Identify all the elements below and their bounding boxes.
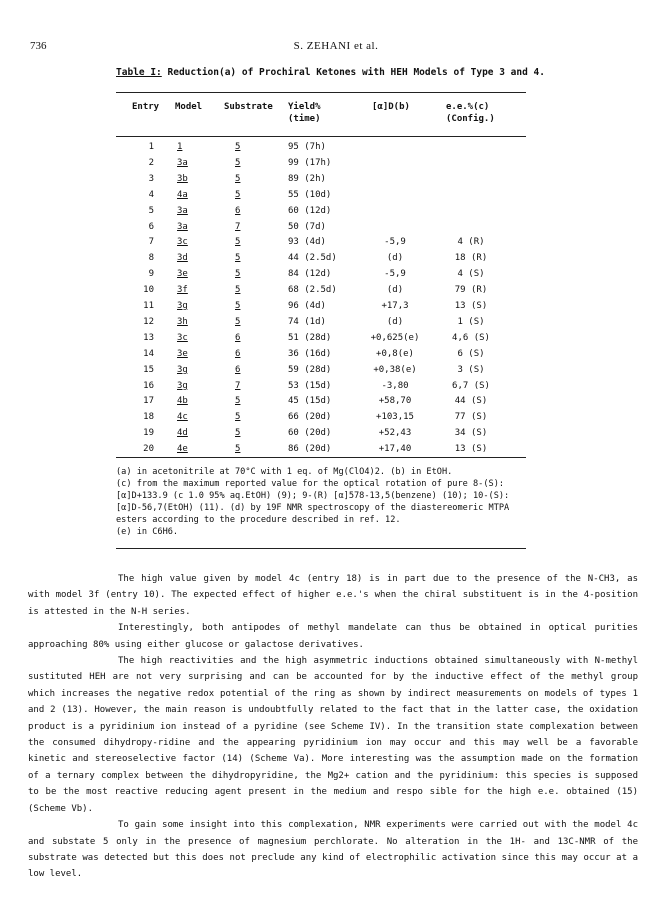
footnote-line: [α]D+133.9 (c 1.0 95% aq.EtOH) (9); 9-(R) [α]578-13,5(benzene) (10); 10-(S): [116, 491, 510, 501]
table-cell-entry: 9 [148, 269, 154, 280]
table-row [116, 317, 526, 333]
table-cell-yield: 44 (2.5d) [288, 253, 337, 264]
col-header-entry: Entry [132, 102, 160, 112]
table-row [116, 285, 526, 301]
table-caption [116, 67, 545, 78]
table-cell-model: 3a [177, 157, 188, 168]
table-top-rule [116, 92, 526, 93]
table-cell-substrate: 5 [235, 444, 241, 455]
table-cell-ee: 4 (S) [457, 269, 485, 280]
table-cell-entry: 2 [148, 157, 154, 168]
paragraph: Interestingly, both antipodes of methyl mandelate can thus be obtained in optical purities approaching 80% using either glucose or galactose derivatives. [28, 623, 638, 650]
table-cell-entry: 19 [143, 428, 154, 439]
table-cell-alpha: -3,80 [381, 380, 409, 391]
table-cell-substrate: 5 [235, 269, 241, 280]
table-cell-substrate: 5 [235, 396, 241, 407]
table-cell-model: 4c [177, 412, 188, 423]
table-cell-entry: 12 [143, 316, 154, 327]
table-cell-model: 3e [177, 348, 188, 359]
table-cell-ee: 77 (S) [454, 412, 488, 423]
table-cell-alpha: +0,8(e) [376, 348, 414, 359]
table-cell-ee: 13 (S) [454, 444, 488, 455]
col-header-yield-label: Yield% [288, 102, 321, 112]
table-cell-alpha: +17,3 [381, 301, 409, 311]
footnote-line: esters according to the procedure described in ref. 12. [116, 515, 401, 525]
table-cell-substrate: 7 [235, 221, 241, 232]
table-cell-alpha: +0,38(e) [373, 364, 417, 375]
table-cell-substrate: 5 [235, 253, 241, 264]
table-row [116, 396, 526, 412]
footnote-line: (a) in acetonitrile at 70°C with 1 eq. of Mg(ClO4)2. (b) in EtOH. [116, 467, 453, 477]
table-cell-substrate: 6 [235, 364, 241, 375]
table-cell-yield: 89 (2h) [288, 173, 326, 184]
table-cell-yield: 96 (4d) [288, 301, 326, 311]
col-header-alpha: [α]D(b) [372, 102, 410, 112]
footnote-line: (e) in C6H6. [116, 527, 179, 537]
table-cell-entry: 7 [148, 237, 154, 248]
table-cell-entry: 8 [148, 253, 154, 264]
table-row [116, 365, 526, 381]
table-cell-ee: 6 (S) [457, 348, 485, 359]
table-cell-ee: 3 (S) [457, 364, 485, 375]
table-cell-model: 3f [177, 285, 188, 296]
paragraph: The high reactivities and the high asymmetric inductions obtained simultaneously with N-methyl sustituted HEH are not very surprising and can be accounted for by the inductive effect of the methyl group which increases the negative redox potential of the ring as shown by indirect measurements on models of types 1 and 2 (13). However, the main reason is undoubtfully related to the fact that in the latter case, the oxidation product is a pyridinium ion instead of a pyridine (see Scheme IV). In the transition state complexation between the consumed dihydropy-ridine and the appearing pyridinium ion may occur and this may well be a favorable kinetic and stereoselective factor (14) (Scheme Va). More interesting was the assumption made on the formation of a ternary complex between the dihydropyridine, the Mg2+ cation and the pyridinium: this species is supposed to be the most reactive reducing agent present in the medium and respo sible for the high e.e. obtained (15)(Scheme Vb). [28, 656, 638, 814]
table-cell-substrate: 5 [235, 285, 241, 296]
footnote-line: [α]D-56,7(EtOH) (11). (d) by 19F NMR spectroscopy of the diastereomeric MTPA [116, 503, 510, 513]
table-row [116, 349, 526, 365]
table-row [116, 381, 526, 397]
table-cell-substrate: 6 [235, 332, 241, 343]
table-cell-model: 3g [177, 364, 188, 375]
table-cell-substrate: 5 [235, 316, 241, 327]
table-cell-yield: 95 (7h) [288, 142, 326, 152]
table-cell-yield: 45 (15d) [288, 396, 332, 407]
table-cell-entry: 15 [143, 364, 154, 375]
table-row [116, 269, 526, 285]
table-cell-alpha: +103,15 [376, 412, 414, 423]
table-cell-entry: 4 [148, 189, 154, 200]
table-row [116, 158, 526, 174]
table-cell-model: 1 [177, 142, 183, 152]
table-row [116, 237, 526, 253]
body-text [28, 571, 638, 883]
table-cell-model: 4d [177, 428, 188, 439]
col-header-model: Model [175, 102, 203, 112]
table-row [116, 428, 526, 444]
table-cell-alpha: -5,9 [384, 269, 406, 280]
table-cell-yield: 60 (12d) [288, 205, 332, 216]
table-row [116, 142, 526, 158]
footnote-bottom-rule [116, 548, 526, 549]
table-cell-substrate: 6 [235, 348, 241, 359]
page-number: 736 [30, 40, 47, 52]
table-cell-ee: 18 (R) [454, 253, 488, 264]
table-cell-yield: 93 (4d) [288, 237, 326, 248]
table-cell-entry: 14 [143, 348, 154, 359]
table-cell-entry: 20 [143, 444, 154, 455]
table-cell-yield: 53 (15d) [288, 380, 332, 391]
table-row [116, 222, 526, 238]
table-cell-yield: 74 (1d) [288, 316, 326, 327]
table-row [116, 174, 526, 190]
table-cell-substrate: 5 [235, 428, 241, 439]
table-caption-label: Table I: [116, 67, 162, 78]
table-cell-model: 3g [177, 301, 188, 311]
table-cell-yield: 84 (12d) [288, 269, 332, 280]
table-cell-substrate: 7 [235, 380, 241, 391]
table-cell-alpha: (d) [386, 316, 404, 327]
table-row [116, 301, 526, 317]
table-row [116, 190, 526, 206]
table-cell-model: 3a [177, 205, 188, 216]
table-cell-entry: 13 [143, 332, 154, 343]
paragraph: To gain some insight into this complexation, NMR experiments were carried out with the model 4c and substate 5 only in the presence of magnesium perchlorate. No alteration in the 1H- and 13C-NMR of the substrate was detected but this does not preclude any kind of electrophilic activation since this may occur at a low level. [28, 820, 638, 880]
table-cell-model: 3e [177, 269, 188, 280]
table-header-rule [116, 136, 526, 137]
table-cell-substrate: 5 [235, 173, 241, 184]
table-cell-model: 3d [177, 253, 188, 264]
table-cell-alpha: -5,9 [384, 237, 406, 248]
table-cell-entry: 3 [148, 173, 154, 184]
table-row [116, 333, 526, 349]
table-cell-model: 4a [177, 189, 188, 200]
table-cell-ee: 44 (S) [454, 396, 488, 407]
table-cell-substrate: 5 [235, 301, 241, 311]
table-cell-ee: 4,6 (S) [452, 332, 490, 343]
table-cell-ee: 4 (R) [457, 237, 485, 248]
table-cell-ee: 13 (S) [454, 301, 488, 311]
col-header-ee-sub: (Config.) [446, 114, 495, 124]
running-head: S. ZEHANI et al. [293, 40, 379, 52]
table-cell-entry: 16 [143, 380, 154, 391]
table-cell-alpha: (d) [386, 285, 404, 296]
table-cell-yield: 68 (2.5d) [288, 285, 337, 296]
table-cell-yield: 50 (7d) [288, 221, 326, 232]
table-cell-ee: 1 (S) [457, 316, 485, 327]
table-cell-yield: 59 (28d) [288, 364, 332, 375]
table-cell-model: 3h [177, 316, 188, 327]
table-cell-yield: 66 (20d) [288, 412, 332, 423]
table-cell-yield: 36 (16d) [288, 348, 332, 359]
col-header-ee [446, 101, 495, 125]
table-cell-ee: 34 (S) [454, 428, 488, 439]
table-cell-model: 4e [177, 444, 188, 455]
col-header-ee-label: e.e.%(c) [446, 102, 490, 112]
table-cell-model: 3a [177, 221, 188, 232]
footnote-line: (c) from the maximum reported value for the optical rotation of pure 8-(S): [116, 479, 505, 489]
table-cell-yield: 51 (28d) [288, 332, 332, 343]
table-cell-substrate: 5 [235, 237, 241, 248]
table-cell-ee: 79 (R) [454, 285, 488, 296]
table-caption-text: Reduction(a) of Prochiral Ketones with HEH Models of Type 3 and 4. [167, 67, 545, 78]
table-cell-model: 3b [177, 173, 188, 184]
paragraph: The high value given by model 4c (entry 18) is in part due to the presence of the N-CH3, as with model 3f (entry 10). The expected effect of higher e.e.'s when the chiral substituent is in the 4-position is attested in the N-H series. [28, 574, 638, 617]
table-cell-alpha: +58,70 [378, 396, 412, 407]
table-cell-model: 3c [177, 332, 188, 343]
table-cell-substrate: 5 [235, 142, 241, 152]
table-cell-yield: 55 (10d) [288, 189, 332, 200]
table-cell-entry: 1 [148, 142, 154, 152]
table-cell-alpha: +17,40 [378, 444, 412, 455]
table-row [116, 206, 526, 222]
table-cell-substrate: 5 [235, 157, 241, 168]
table-cell-model: 3g [177, 380, 188, 391]
table-row [116, 253, 526, 269]
table-cell-entry: 18 [143, 412, 154, 423]
table-cell-entry: 6 [148, 221, 154, 232]
table-row [116, 412, 526, 428]
table-footnotes [116, 466, 536, 538]
table-cell-entry: 5 [148, 205, 154, 216]
table-cell-alpha: +0,625(e) [370, 332, 420, 343]
table-cell-yield: 99 (17h) [288, 157, 332, 168]
table-cell-alpha: (d) [386, 253, 404, 264]
table-cell-ee: 6,7 (S) [452, 380, 490, 391]
table-cell-substrate: 5 [235, 412, 241, 423]
table-cell-entry: 17 [143, 396, 154, 407]
table-cell-entry: 11 [143, 301, 154, 311]
col-header-substrate: Substrate [224, 102, 273, 112]
table-cell-model: 3c [177, 237, 188, 248]
table-cell-substrate: 5 [235, 189, 241, 200]
table-cell-model: 4b [177, 396, 188, 407]
table-cell-entry: 10 [143, 285, 154, 296]
col-header-yield-sub: (time) [288, 114, 321, 124]
col-header-yield [288, 101, 321, 125]
table-cell-yield: 60 (20d) [288, 428, 332, 439]
table-bottom-rule [116, 457, 526, 458]
table-cell-yield: 86 (20d) [288, 444, 332, 455]
table-cell-alpha: +52,43 [378, 428, 412, 439]
table-cell-substrate: 6 [235, 205, 241, 216]
